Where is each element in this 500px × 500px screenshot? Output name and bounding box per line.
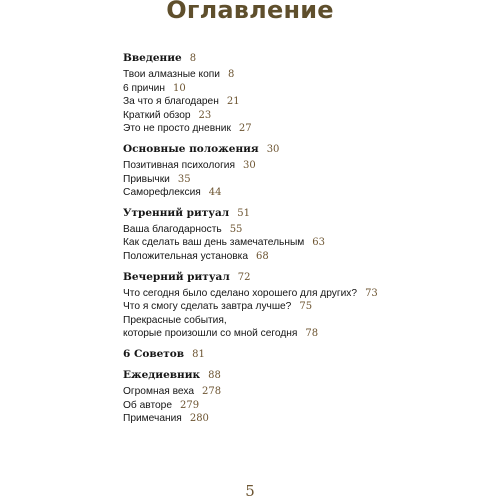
entry-title: Что сегодня было сделано хорошего для других?: [123, 287, 358, 299]
section-title: Основные положения: [123, 142, 259, 155]
toc-entry[interactable]: [123, 122, 443, 136]
section-page-number: 30: [266, 143, 280, 155]
toc-entry[interactable]: [123, 109, 443, 123]
entry-title: Об авторе: [123, 399, 172, 411]
entry-title: Ваша благодарность: [123, 223, 222, 235]
toc-section: [123, 143, 443, 200]
entry-page-number: 78: [305, 328, 319, 340]
toc-section: [123, 369, 443, 426]
section-heading[interactable]: [123, 207, 443, 221]
entry-title: За что я благодарен: [123, 96, 219, 108]
entry-page-number: 44: [208, 187, 222, 199]
entry-title: Положительная установка: [123, 250, 248, 262]
entry-title: Примечания: [123, 413, 182, 425]
entry-page-number: 21: [226, 96, 240, 108]
toc-section: [123, 348, 443, 362]
entry-title: Привычки: [123, 173, 170, 185]
entry-page-number: 23: [198, 109, 212, 121]
toc-entry[interactable]: [123, 159, 443, 173]
entry-title: Саморефлексия: [123, 187, 201, 199]
toc-entry[interactable]: [123, 250, 443, 264]
entry-title: Позитивная психология: [123, 159, 236, 171]
toc-entry[interactable]: [123, 399, 443, 413]
table-of-contents: [123, 52, 443, 433]
section-title: Утренний ритуал: [123, 206, 230, 219]
entry-page-number: 55: [229, 223, 243, 235]
entry-page-number: 278: [202, 385, 222, 397]
toc-entry[interactable]: [123, 95, 443, 109]
entry-title: Это не просто дневник: [123, 123, 231, 135]
section-heading[interactable]: [123, 369, 443, 383]
toc-entry-multiline[interactable]: [123, 314, 443, 341]
section-page-number: 51: [237, 207, 250, 219]
toc-entry[interactable]: [123, 385, 443, 399]
page-title: Оглавление: [166, 0, 334, 24]
section-page-number: 8: [189, 53, 197, 64]
entry-page-number: 63: [312, 237, 326, 249]
entry-page-number: 68: [256, 250, 269, 262]
section-title: 6 Советов: [123, 347, 185, 360]
toc-entry[interactable]: [123, 68, 443, 82]
entry-title-line-1: Прекрасные события,: [123, 314, 227, 326]
section-page-number: 88: [208, 369, 221, 381]
toc-entry[interactable]: [123, 173, 443, 187]
toc-entry[interactable]: [123, 287, 443, 301]
section-heading[interactable]: [123, 143, 443, 157]
section-heading[interactable]: [123, 271, 443, 285]
entry-page-number: 279: [180, 399, 200, 411]
entry-title: Краткий обзор: [123, 109, 191, 121]
entry-title-line-2: которые произошли со мной сегодня: [123, 328, 298, 340]
entry-title: Огромная веха: [123, 385, 194, 397]
entry-page-number: 280: [189, 413, 209, 425]
section-heading[interactable]: [123, 52, 443, 66]
toc-entry[interactable]: [123, 236, 443, 250]
entry-page-number: 8: [228, 69, 235, 80]
section-title: Ежедиевник: [123, 368, 201, 381]
entry-page-number: 30: [243, 159, 256, 171]
section-heading[interactable]: [123, 348, 443, 362]
entry-page-number: 75: [299, 301, 313, 313]
toc-section: [123, 52, 443, 136]
section-title: Вечерний ритуал: [123, 270, 230, 283]
entry-title: 6 причин: [123, 82, 165, 94]
entry-page-number: 73: [365, 287, 378, 299]
section-page-number: 81: [192, 348, 205, 360]
toc-entry[interactable]: [123, 300, 443, 314]
entry-page-number: 27: [238, 123, 252, 135]
entry-page-number: 35: [177, 173, 191, 185]
toc-entry[interactable]: [123, 186, 443, 200]
entry-title: Как сделать ваш день замечательным: [123, 237, 305, 249]
entry-title-line-2-wrap: [123, 327, 443, 341]
section-page-number: 72: [237, 271, 251, 283]
entry-page-number: 10: [173, 82, 186, 94]
entry-title: Что я смогу сделать завтра лучше?: [123, 301, 292, 313]
toc-entry[interactable]: [123, 412, 443, 426]
toc-section: [123, 207, 443, 264]
section-title: Введение: [123, 52, 182, 64]
toc-entry[interactable]: [123, 82, 443, 96]
entry-title: Твои алмазные копи: [123, 69, 220, 80]
toc-section: [123, 271, 443, 341]
toc-entry[interactable]: [123, 223, 443, 237]
page-number: 5: [245, 482, 255, 500]
